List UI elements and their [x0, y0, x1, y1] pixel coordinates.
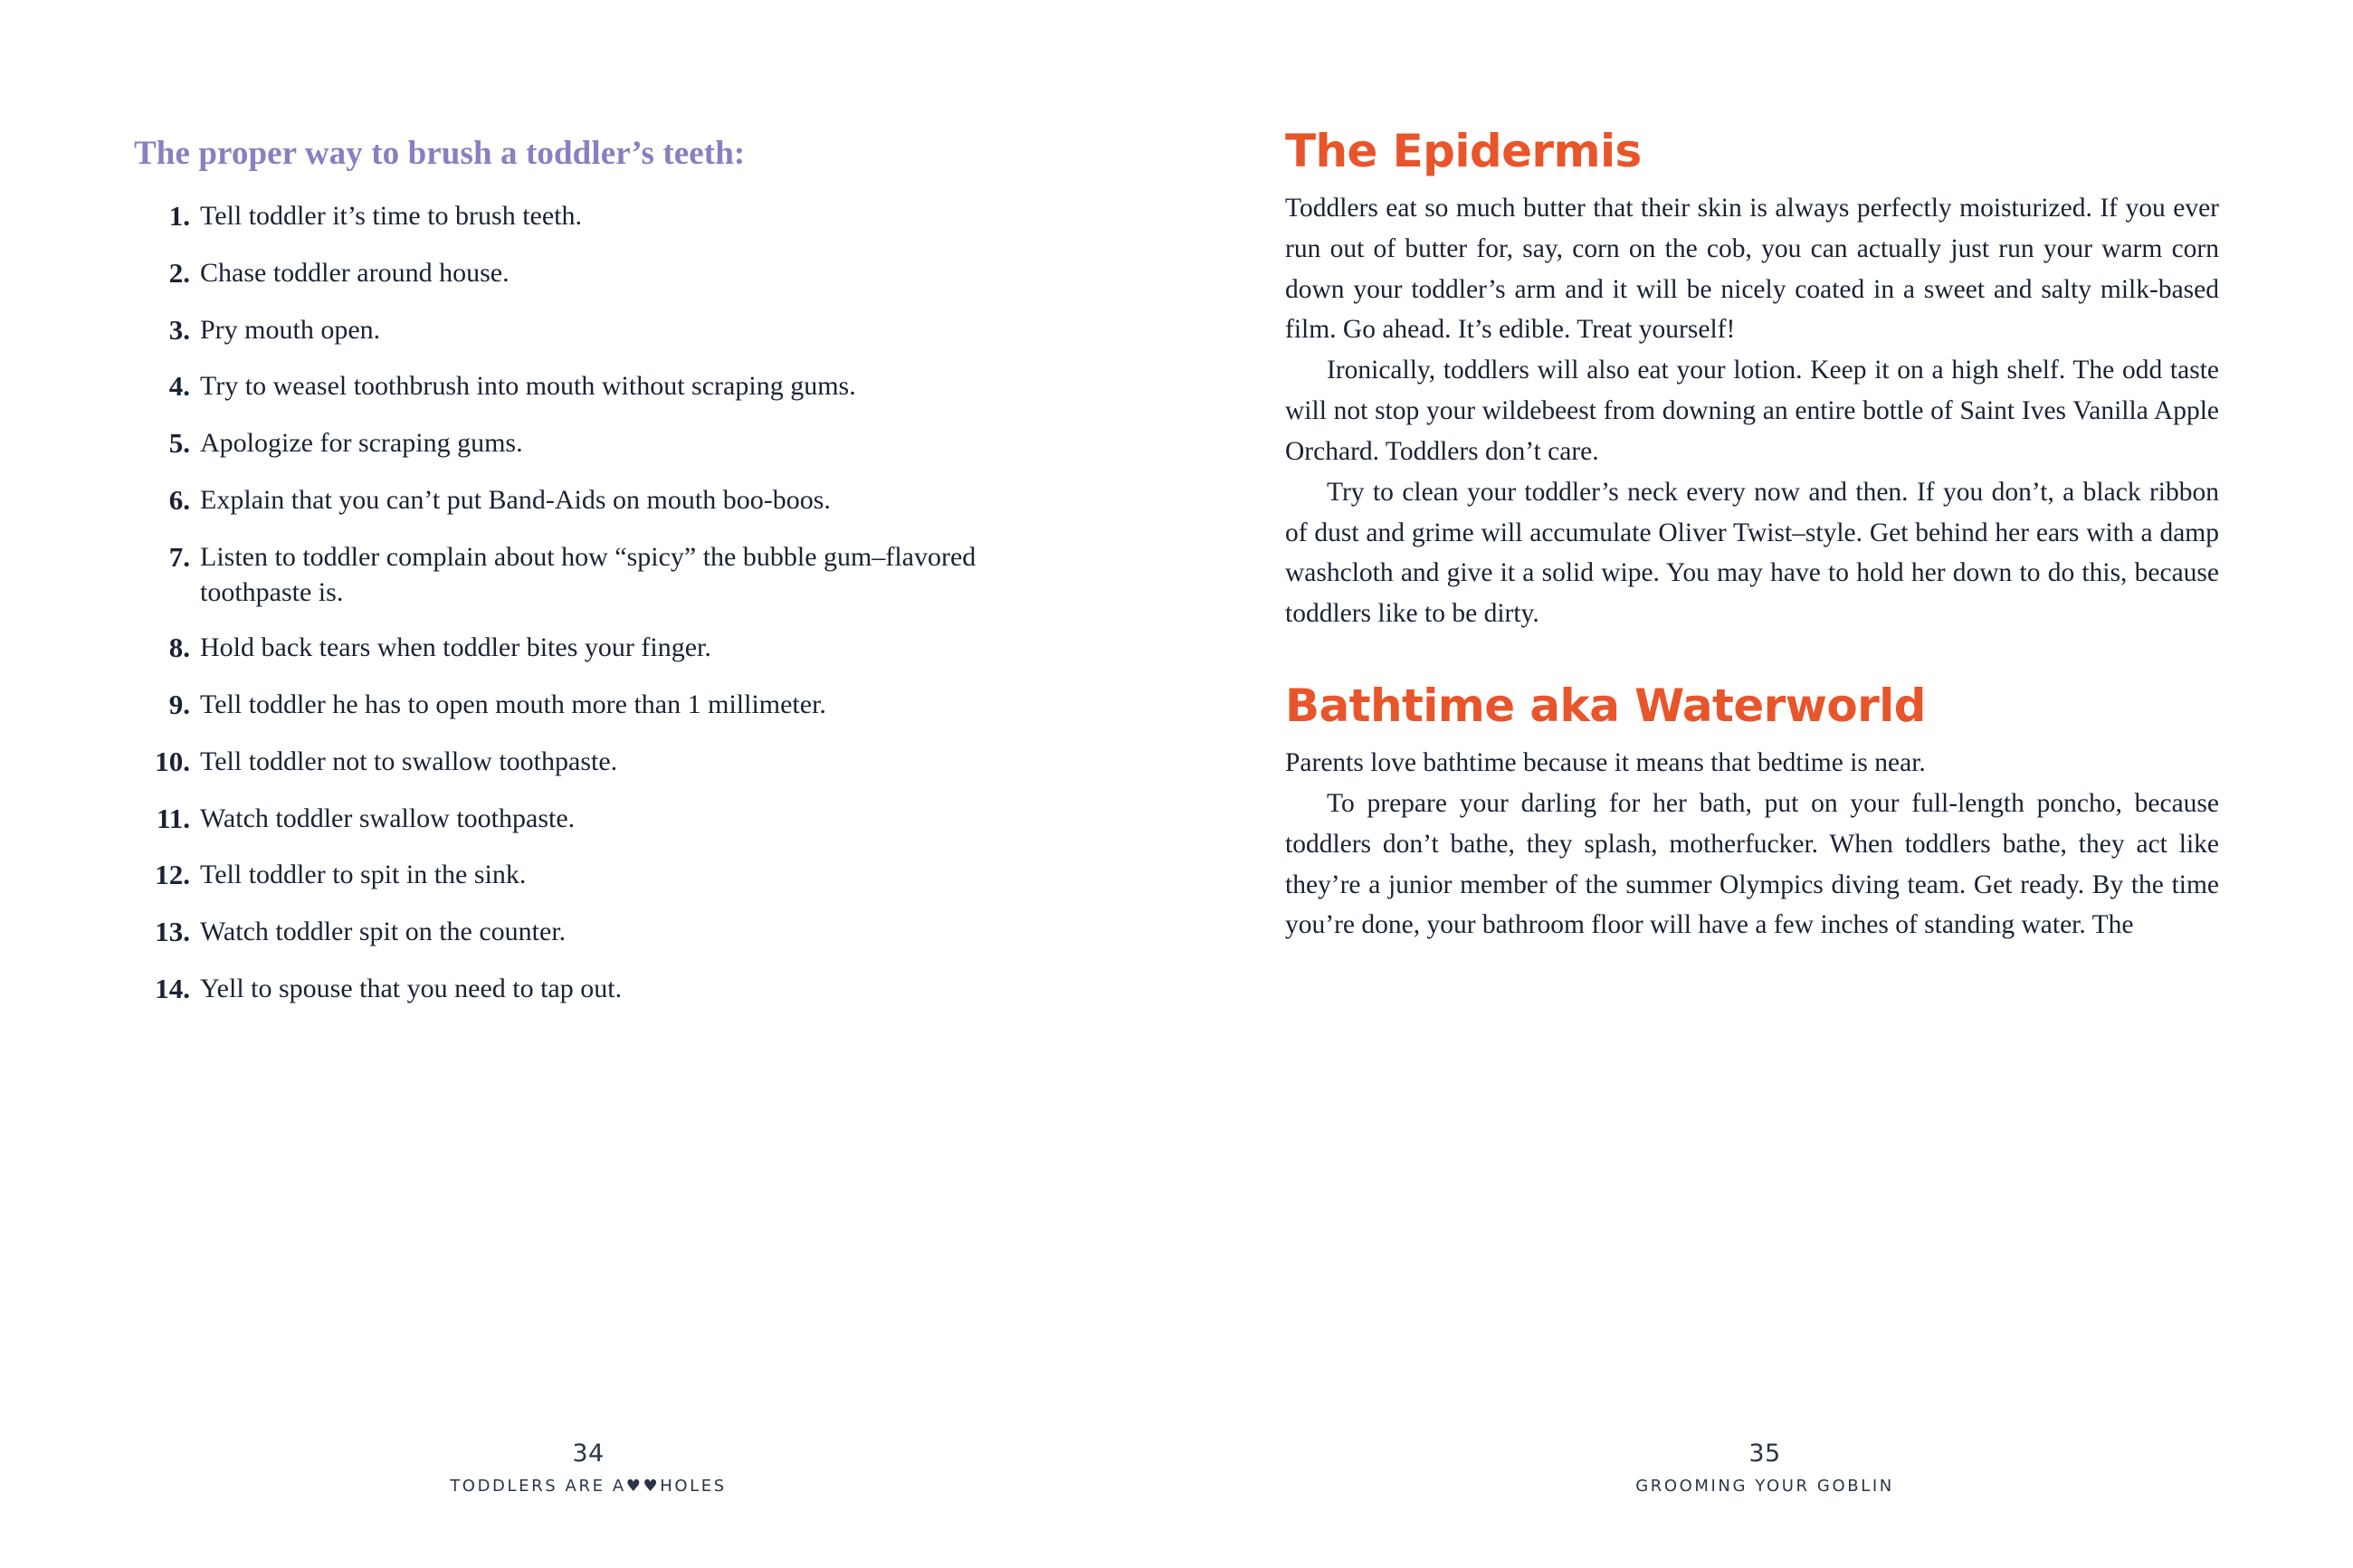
- list-item: [134, 630, 1068, 666]
- list-item: [134, 482, 1068, 518]
- step-number: 5.: [168, 427, 190, 460]
- section-body-epidermis: [1285, 188, 2219, 634]
- section-body-bathtime: [1285, 743, 2219, 946]
- step-text: Tell toddler to spit in the sink.: [200, 860, 527, 890]
- right-page: [1176, 0, 2353, 1568]
- right-page-footer: [1176, 1440, 2353, 1496]
- list-item: [134, 744, 1068, 780]
- list-item: [134, 857, 1068, 893]
- paragraph: Parents love bathtime because it means that bedtime is near.: [1285, 748, 1926, 778]
- list-item: [134, 801, 1068, 837]
- step-text: Tell toddler he has to open mouth more than 1 millimeter.: [200, 689, 826, 720]
- step-number: 12.: [155, 859, 190, 891]
- step-number: 7.: [168, 540, 190, 573]
- list-heading: The proper way to brush a toddler’s teeth:: [134, 135, 746, 172]
- step-text: Watch toddler spit on the counter.: [200, 917, 567, 947]
- step-text: Apologize for scraping gums.: [200, 428, 523, 459]
- list-item: [134, 425, 1068, 461]
- steps-list: [134, 198, 1068, 1007]
- running-head: TODDLERS ARE A♥♥HOLES: [450, 1477, 727, 1496]
- step-number: 8.: [168, 632, 190, 664]
- step-text: Tell toddler not to swallow toothpaste.: [200, 746, 618, 776]
- list-item: [134, 312, 1068, 348]
- page-number: 35: [1748, 1440, 1781, 1468]
- paragraph: Toddlers eat so much butter that their skin is always perfectly moisturized. If you ever run out of butter for, say, corn on the cob, you can actually just run your warm corn down your toddler’s arm and it will be nicely coated in a sweet and salty milk-based film. Go ahead. It’s edible. Treat yourself!: [1285, 194, 2219, 345]
- page-number: 34: [572, 1440, 605, 1468]
- paragraph: To prepare your darling for her bath, put on your full-length poncho, because toddlers don’t bathe, they splash, motherfucker. When toddlers bathe, they act like they’re a junior member of the summer Olympics diving team. Get ready. By the time you’re done, your bathroom floor will have a few inches of standing water. The: [1285, 788, 2219, 940]
- step-number: 6.: [168, 483, 190, 516]
- list-item: [134, 198, 1068, 234]
- section-title-epidermis: The Epidermis: [1285, 125, 1642, 177]
- running-head: GROOMING YOUR GOBLIN: [1635, 1477, 1894, 1496]
- step-text: Chase toddler around house.: [200, 257, 510, 288]
- list-item: [134, 914, 1068, 950]
- step-text: Hold back tears when toddler bites your finger.: [200, 632, 711, 663]
- paragraph: Try to clean your toddler’s neck every now and then. If you don’t, a black ribbon of dust and grime will accumulate Oliver Twist–style. Get behind her ears with a damp washcloth and give it a solid wipe. You may have to hold her down to do this, because toddlers like to be dirty.: [1285, 477, 2219, 629]
- section-title-bathtime: Bathtime aka Waterworld: [1285, 679, 1926, 733]
- step-number: 11.: [156, 802, 190, 834]
- list-item: [134, 687, 1068, 723]
- step-number: 14.: [155, 973, 190, 1005]
- step-number: 2.: [168, 256, 190, 289]
- step-text: Yell to spouse that you need to tap out.: [200, 974, 623, 1004]
- step-text: Pry mouth open.: [200, 314, 381, 345]
- list-item: [134, 539, 1068, 610]
- left-page: [0, 0, 1176, 1568]
- step-number: 4.: [168, 370, 190, 403]
- step-text: Tell toddler it’s time to brush teeth.: [200, 201, 582, 231]
- step-text: Listen to toddler complain about how “spicy” the bubble gum–flavored toothpaste is.: [200, 541, 976, 607]
- left-page-footer: [0, 1440, 1176, 1496]
- paragraph: Ironically, toddlers will also eat your lotion. Keep it on a high shelf. The odd taste will not stop your wildebeest from downing an entire bottle of Saint Ives Vanilla Apple Orchard. Toddlers don’t care.: [1285, 356, 2219, 466]
- step-text: Explain that you can’t put Band-Aids on mouth boo-boos.: [200, 484, 831, 515]
- step-number: 13.: [155, 916, 190, 948]
- step-number: 3.: [168, 313, 190, 346]
- list-item: [134, 368, 1068, 404]
- step-number: 10.: [155, 745, 190, 777]
- step-number: 9.: [168, 689, 190, 721]
- list-item: [134, 255, 1068, 291]
- step-number: 1.: [168, 200, 190, 232]
- step-text: Try to weasel toothbrush into mouth without scraping gums.: [200, 371, 856, 402]
- list-item: [134, 971, 1068, 1007]
- step-text: Watch toddler swallow toothpaste.: [200, 803, 576, 833]
